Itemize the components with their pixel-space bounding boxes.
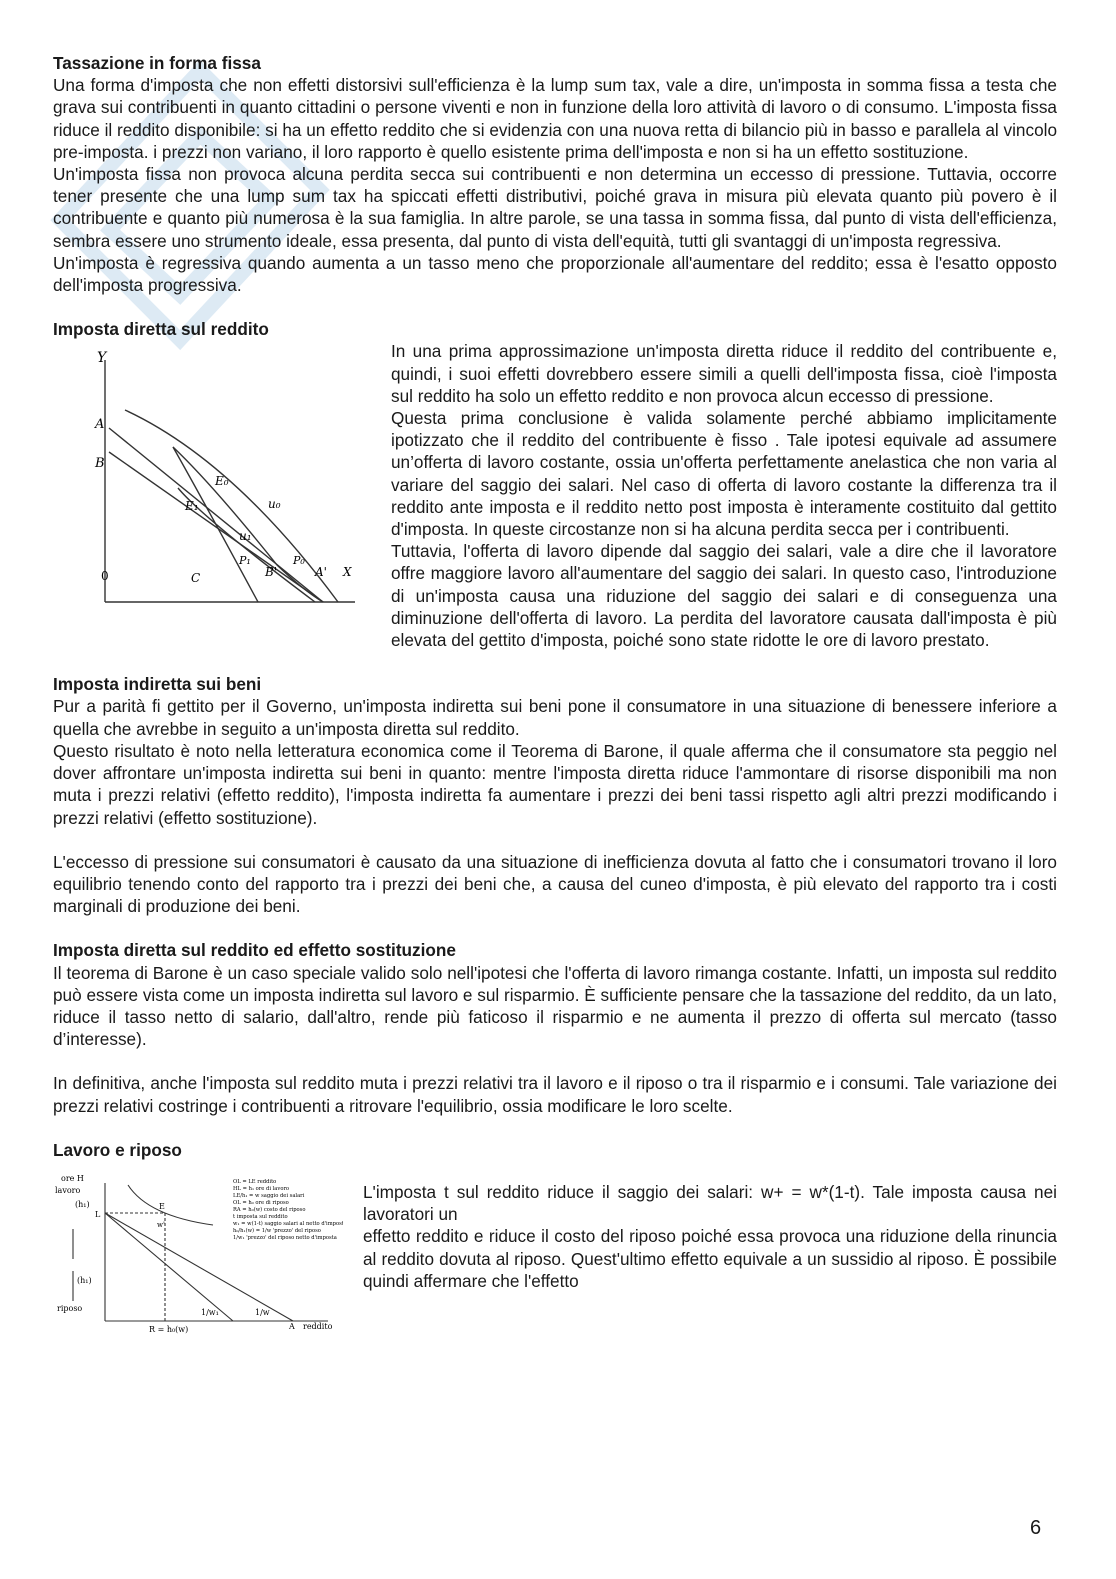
- paragraph: Un'imposta fissa non provoca alcuna perdita secca sui contribuenti e non determina un eccesso di pressione. Tuttavia, occorre tener presente che una lump sum tax ha spiccati effetti distributivi, poiché grava in misura più elevata quanto più povero è il contribuente e quanto più numerosa è la sua famiglia. In altre parole, se una tassa in somma fissa, dal punto di vista dell'efficienza, sembra essere uno strumento ideale, essa presenta, dal punto di vista dell'equità, tutti gli svantaggi di un'imposta regressiva.: [53, 164, 1057, 251]
- label-x: X: [343, 565, 352, 580]
- label-1-over-w: 1/w: [255, 1307, 270, 1317]
- label-e: E: [159, 1201, 165, 1211]
- label-p0: P₀: [293, 554, 305, 568]
- section-title-lump-sum: Tassazione in forma fissa: [53, 53, 261, 73]
- section-title-substitution: Imposta diretta sul reddito ed effetto sostituzione: [53, 940, 456, 961]
- label-w-rate: w': [157, 1220, 165, 1229]
- legend-item: 1/w₁ 'prezzo' del riposo netto d'imposta: [233, 1234, 337, 1241]
- paragraph: In una prima approssimazione un'imposta diretta riduce il reddito del contribuente e, quindi, i suoi effetti dovrebbero essere simili a quelli dell'imposta fissa, cioè l'imposta sul reddito ha solo un effetto reddito e non provoca alcun eccesso di pressione.: [391, 341, 1057, 406]
- label-h1-bottom: (h₁): [77, 1275, 92, 1285]
- figure-work-rest-diagram: [53, 1171, 349, 1341]
- label-p1: P₁: [239, 554, 251, 568]
- paragraph: effetto reddito e riduce il costo del riposo poiché essa provoca una riduzione della rinuncia al reddito dovuta al riposo. Quest'ultimo effetto equivale a un sussidio al riposo. È possibile quindi affermare che l'effetto: [363, 1226, 1057, 1291]
- legend-item: OL = h₀ ore di riposo: [233, 1199, 289, 1206]
- figure-income-tax-diagram: [53, 340, 387, 630]
- legend-item: t imposta sul reddito: [233, 1213, 288, 1220]
- paragraph: Un'imposta è regressiva quando aumenta a un tasso meno che proporzionale all'aumentare del reddito; essa è l'esatto opposto dell'imposta progressiva.: [53, 252, 1057, 296]
- label-u1: u₁: [239, 529, 252, 544]
- label-h1-top: (h₁): [75, 1199, 90, 1209]
- label-b: B: [95, 456, 105, 472]
- document-page: [53, 52, 1057, 1341]
- label-l: L: [95, 1209, 101, 1219]
- legend-item: h₀/h₁(w) = 1/w 'prezzo' del riposo: [233, 1227, 321, 1234]
- paragraph: Il teorema di Barone è un caso speciale valido solo nell'ipotesi che l'offerta di lavoro rimanga costante. Infatti, un imposta sul reddito può essere vista come un imposta indiretta sul lavoro e sul risparmio. È sufficiente pensare che la tassazione del reddito, da un lato, riduce il tasso netto di salario, dall'altro, rende più faticoso il risparmio e ne aumenta il prezzo di offerta sul mercato (tasso d’interesse).: [53, 962, 1057, 1050]
- label-bprime: B': [265, 565, 278, 580]
- legend-item: HL = h₁ ore di lavoro: [233, 1185, 290, 1192]
- label-y: Y: [97, 350, 107, 367]
- label-aprime: A': [315, 565, 327, 580]
- legend: [233, 1179, 343, 1241]
- legend-item: LE/h₁ = w saggio dei salari: [233, 1192, 305, 1199]
- section-title-work-rest: Lavoro e riposo: [53, 1139, 182, 1160]
- diagram-svg: [53, 1171, 343, 1335]
- paragraph: In definitiva, anche l'imposta sul reddito muta i prezzi relativi tra il lavoro e il riposo o tra il risparmio e i consumi. Tale variazione dei prezzi relativi costringe i contribuenti a ritrovare l'equilibrio, ossia modificare le loro scelte.: [53, 1073, 1057, 1116]
- legend-item: OL = LE reddito: [233, 1178, 277, 1185]
- paragraph: Questa prima conclusione è valida solamente perché abbiamo implicitamente ipotizzato che il reddito del contribuente è fisso . Tale ipotesi equivale ad assumere un’offerta di lavoro costante, ossia un'offerta perfettamente anelastica che non varia al variare del saggio dei salari. Nel caso di offerta di lavoro costante la differenza tra il reddito ante imposta e il reddito netto post imposta è interamente costituito dal gettito d'imposta. In queste circostanze non si ha alcuna perdita secca per i contribuenti.: [391, 408, 1057, 540]
- legend-item: RA = h₀(w) costo del riposo: [233, 1206, 306, 1213]
- label-origin: 0: [101, 569, 109, 584]
- section-title-indirect-tax: Imposta indiretta sui beni: [53, 674, 262, 695]
- label-lavoro: lavoro: [55, 1185, 81, 1195]
- label-u0: u₀: [268, 497, 281, 512]
- label-c: C: [191, 571, 201, 586]
- paragraph: L'eccesso di pressione sui consumatori è causato da una situazione di inefficienza dovuta al fatto che i consumatori trovano il loro equilibrio tenendo conto del rapporto tra i prezzi dei beni che, a causa del cuneo d'imposta, è più elevato del rapporto tra i costi marginali di produzione dei beni.: [53, 851, 1057, 917]
- paragraph: Una forma d'imposta che non effetti distorsivi sull'efficienza è la lump sum tax, vale a dire, un'imposta in somma fissa a testa che grava sui contribuenti in quanto cittadini o persone viventi e non in funzione della loro attività di lavoro o di consumo. L'imposta fissa riduce il reddito disponibile: si ha un effetto reddito che si evidenzia con una nuova retta di bilancio più in basso e parallela al vincolo pre-imposta. i prezzi non variano, il loro rapporto è quello esistente prima dell'imposta e non si ha un effetto sostituzione.: [53, 75, 1057, 162]
- diagram-svg: [53, 340, 383, 630]
- paragraph: Questo risultato è noto nella letteratura economica come il Teorema di Barone, il quale afferma che il consumatore sta peggio nel dover affrontare un'imposta indiretta sui beni in quanto: mentre l'imposta diretta riduce l'ammontare di risorse disponibili ma non muta i prezzi relativi (effetto reddito), l'imposta indiretta fa aumentare i prezzi dei beni tassi rispetto agli altri prezzi modificando i prezzi relativi (effetto sostituzione).: [53, 740, 1057, 828]
- label-a: A: [289, 1321, 295, 1331]
- label-ore: ore H: [61, 1173, 84, 1183]
- label-1-over-w1: 1/w₁: [201, 1307, 219, 1317]
- label-riposo-cost: R = h₀(w): [149, 1324, 189, 1334]
- label-a: A: [95, 417, 105, 433]
- paragraph: L'imposta t sul reddito riduce il saggio dei salari: w+ = w*(1-t). Tale imposta causa nei lavoratori un: [363, 1181, 1057, 1225]
- legend-item: w₁ = w(1-t) saggio salari al netto d'imposta: [233, 1220, 343, 1227]
- page-number: 6: [1030, 1517, 1042, 1539]
- paragraph: Tuttavia, l'offerta di lavoro dipende dal saggio dei salari, vale a dire che il lavoratore offre maggiore lavoro all'aumentare del saggio dei salari. In questo caso, l'introduzione di un'imposta causa una riduzione del saggio dei salari e di conseguenza una diminuzione dell'offerta di lavoro. La perdita del lavoratore causata dall'imposta è più elevata del gettito d'imposta, poiché sono state ridotte le ore di lavoro prestato.: [391, 541, 1057, 651]
- label-e1: E₁: [185, 499, 199, 514]
- paragraph: Pur a parità fi gettito per il Governo, un'imposta indiretta sui beni pone il consumatore in una situazione di benessere inferiore a quella che avrebbe in seguito a un'imposta diretta sul reddito.: [53, 696, 1057, 739]
- label-riposo: riposo: [57, 1303, 83, 1313]
- section-title-direct-tax: Imposta diretta sul reddito: [53, 319, 269, 340]
- label-e0: E₀: [215, 474, 229, 489]
- label-reddito: reddito: [303, 1321, 333, 1331]
